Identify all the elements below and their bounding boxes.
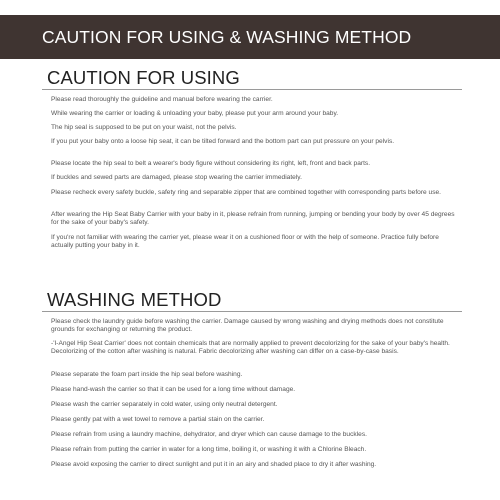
- caution-section-title: CAUTION FOR USING: [47, 67, 240, 88]
- caution-item: Please recheck every safety buckle, safety ring and separable zipper that are combined together with corresponding parts before use.: [51, 189, 441, 196]
- banner-title: CAUTION FOR USING & WASHING METHOD: [42, 27, 412, 47]
- caution-item: The hip seal is supposed to be put on your waist, not the pelvis.: [51, 124, 237, 131]
- caution-item: After wearing the Hip Seat Baby Carrier with your baby in it, please refrain from running, jumping or bending your body by over 45 degrees for the sake of your baby's safety.: [51, 211, 457, 227]
- washing-item: Please refrain from putting the carrier in water for a long time, boiling it, or washing it with a Chlorine Bleach.: [51, 446, 367, 453]
- caution-item: If you're not familiar with wearing the carrier yet, please wear it on a cushioned floor or with the help of someone. Practice fully before actually putting your baby in it.: [51, 234, 441, 250]
- washing-item: Please gently pat with a wet towel to remove a partial stain on the carrier.: [51, 416, 265, 423]
- washing-item: Please check the laundry guide before washing the carrier. Damage caused by wrong washing and drying methods does not constitute grounds for exchanging or returning the product.: [51, 318, 446, 334]
- washing-item: Please avoid exposing the carrier to direct sunlight and put it in an airy and shaded place to dry it after washing.: [51, 461, 377, 468]
- caution-item: If you put your baby onto a loose hip seat, it can be tilted forward and the bottom part can put pressure on your pelvis.: [51, 138, 395, 145]
- caution-item: If buckles and sewed parts are damaged, please stop wearing the carrier immediately.: [51, 174, 302, 181]
- caution-item: Please locate the hip seal to belt a wearer's body figure without considering its right, left, front and back parts.: [51, 160, 371, 167]
- washing-item: Please hand-wash the carrier so that it can be used for a long time without damage.: [51, 386, 296, 393]
- header-banner: [0, 15, 500, 59]
- washing-item: -'I-Angel Hip Seat Carrier' does not contain chemicals that are normally applied to prevent decolorizing for the sake of your baby's health. Decolorizing of the cotton after washing is natural. Fabric decolorizing after washing can differ on a case-by-case basis.: [51, 340, 452, 356]
- washing-divider: [42, 311, 462, 312]
- washing-item: Please wash the carrier separately in cold water, using only neutral detergent.: [51, 401, 278, 408]
- washing-section-title: WASHING METHOD: [47, 289, 222, 310]
- caution-item: While wearing the carrier or loading & unloading your baby, please put your arm around your baby.: [51, 110, 339, 117]
- caution-item: Please read thoroughly the guideline and manual before wearing the carrier.: [51, 96, 273, 103]
- washing-item: Please separate the foam part inside the hip seal before washing.: [51, 371, 243, 378]
- caution-divider: [42, 89, 462, 90]
- washing-item: Please refrain from using a laundry machine, dehydrator, and dryer which can cause damage to the buckles.: [51, 431, 367, 438]
